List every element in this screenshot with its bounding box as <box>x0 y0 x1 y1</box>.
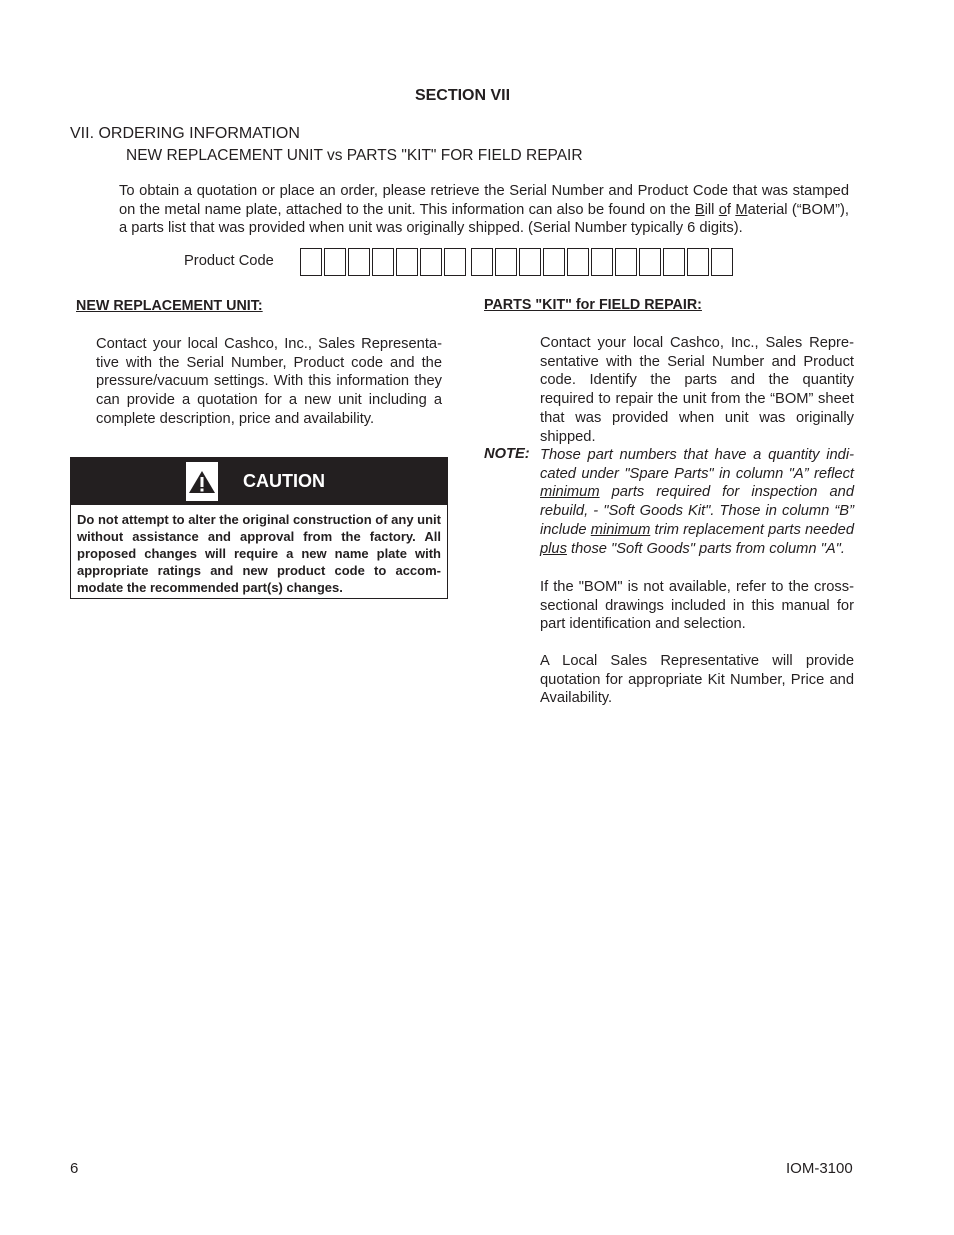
ordering-heading: VII. ORDERING INFORMATION <box>70 125 300 142</box>
page-number: 6 <box>70 1160 79 1177</box>
product-code-box[interactable] <box>444 248 466 276</box>
product-code-box[interactable] <box>591 248 613 276</box>
caution-text: Do not attempt to alter the original construction of any unit without assistance and approval from the factory. All proposed changes will require a new name plate with appropriate ratings and new product code to accommodate the recommended part(s) changes. <box>77 512 441 595</box>
product-code-box[interactable] <box>687 248 709 276</box>
ordering-subheading: NEW REPLACEMENT UNIT vs PARTS "KIT" FOR FIELD REPAIR <box>126 147 583 164</box>
caution-title: CAUTION <box>243 471 325 491</box>
product-code-box[interactable] <box>396 248 418 276</box>
product-code-box[interactable] <box>639 248 661 276</box>
note-label: NOTE: <box>484 446 530 462</box>
product-code-box[interactable] <box>471 248 493 276</box>
product-code-box[interactable] <box>300 248 322 276</box>
parts-kit-paragraph: Contact your local Cashco, Inc., Sales Representative with the Serial Number and Product code. Identify the parts and the quantity required to repair the unit from the “BOM” sheet that was provided when unit was originally shipped. <box>540 335 854 445</box>
document-id: IOM-3100 <box>786 1160 853 1177</box>
material-initial: M <box>735 201 748 218</box>
product-code-box[interactable] <box>324 248 346 276</box>
product-code-box[interactable] <box>372 248 394 276</box>
new-replacement-paragraph: Contact your local Cashco, Inc., Sales Representative with the Serial Number, Product code and the pressure/vacuum settings. With this information they can provide a quotation for a new unit including a complete description, price and availability. <box>96 336 442 427</box>
product-code-box[interactable] <box>663 248 685 276</box>
caution-box <box>70 457 448 599</box>
note-text: Those part numbers that have a quantity indicated under "Spare Parts" in column "A” reflect minimum parts required for inspection and rebuild, - "Soft Goods Kit". Those in column “B” include minimum trim replacement parts needed plus those "Soft Goods" parts from column "A". <box>540 447 855 557</box>
product-code-label: Product Code <box>184 253 274 269</box>
product-code-box[interactable] <box>348 248 370 276</box>
product-code-box[interactable] <box>567 248 589 276</box>
parts-kit-heading: PARTS "KIT" for FIELD REPAIR: <box>484 297 702 313</box>
new-replacement-heading: NEW REPLACEMENT UNIT: <box>76 298 263 314</box>
product-code-box[interactable] <box>495 248 517 276</box>
caution-header <box>71 458 447 505</box>
product-code-box[interactable] <box>519 248 541 276</box>
product-code-box[interactable] <box>615 248 637 276</box>
product-code-box[interactable] <box>543 248 565 276</box>
intro-paragraph: To obtain a quotation or place an order, please retrieve the Serial Number and Product Code that was stamped on the metal name plate, attached to the unit. This information can also be found on the Bill of Material (“BOM”), a parts list that was provided when unit was originally shipped. (Serial Number typically 6 digits). <box>119 183 849 237</box>
product-code-box[interactable] <box>420 248 442 276</box>
local-rep-paragraph: A Local Sales Representative will provide quotation for appropriate Kit Number, Price and Availability. <box>540 653 854 707</box>
section-title: SECTION VII <box>414 87 511 104</box>
bom-paragraph: If the "BOM" is not available, refer to the cross-sectional drawings included in this manual for part identification and selection. <box>540 579 854 633</box>
warning-triangle-icon <box>186 462 218 501</box>
product-code-boxes <box>300 248 735 276</box>
product-code-box[interactable] <box>711 248 733 276</box>
bill-initial: B <box>694 201 705 218</box>
of-initial: o <box>718 201 727 218</box>
